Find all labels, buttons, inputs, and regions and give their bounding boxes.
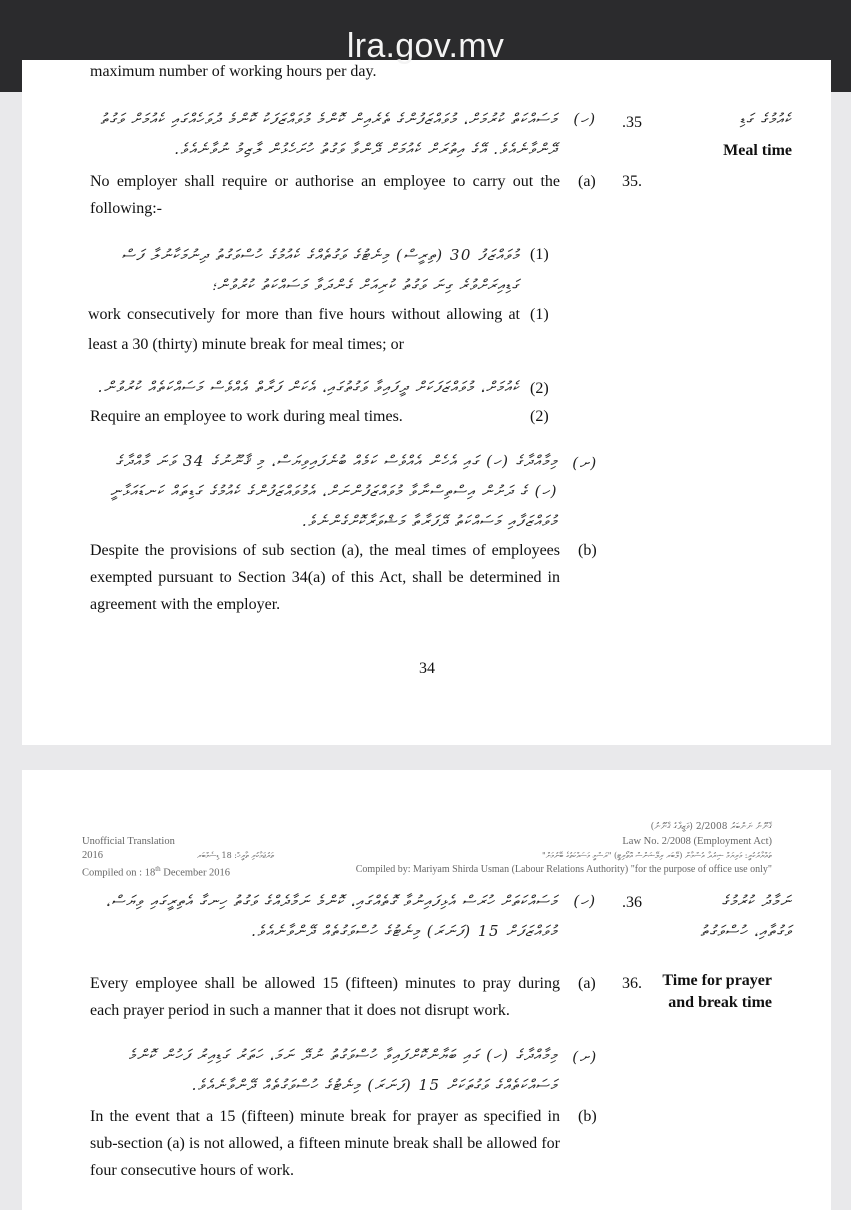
item1-label-dhivehi: (1) [530, 246, 549, 263]
header-compiled-by-dhivehi: ތައްޔާރުކުރީ: މަރިޔަމް ޝިރުދާ އުސްމާން (ލޭބަރ ރިލޭޝަންސް އޮތޯރިޓީ) "ރަސްމީ މަސައްކަތުގެ ބޭނުމަށް" [542, 851, 772, 860]
header-law-title: Law No. 2/2008 (Employment Act) [622, 836, 772, 847]
header-compiled-on: Compiled on : 18th December 2016 [82, 865, 231, 879]
section36-heading-dhivehi-1: ނަމާދު ކުރުމުގެ [721, 892, 792, 910]
header-translation-date-dhivehi: ތަރުޖަމާކުރި ތާރީޚް: 18 ޑިސެމްބަރ [196, 851, 274, 860]
document-page-35 [22, 770, 831, 1210]
section35-number: 35. [622, 173, 642, 190]
section36-number-dhivehi: .36 [622, 894, 642, 911]
browser-url-text[interactable]: lra.gov.mv [346, 26, 505, 65]
section36-clause-a-label-dhivehi: (ހ) [573, 892, 597, 910]
section36-number: 36. [622, 975, 642, 992]
document-page-34 [22, 60, 831, 745]
item1-label: (1) [530, 306, 549, 323]
section36-heading-dhivehi-2: ވަގުތާއި، ހުސްވަގުތު [700, 922, 792, 940]
section35-clause-a-text: No employer shall require or authorise an employee to carry out the following:- [90, 173, 560, 217]
section36-clause-b-dhivehi: މިމާއްދާގެ (ހ) ގައި ބަޔާންކޮށްފައިވާ ހުސްވަގުތު ނުދޭ ނަމަ، ހަތަރު ގަޑިއިރު ފަހުން ކޮންމެ މަސައްކަތެއްގެ ވަގުތަކަށް 15 (ފަނަރަ) މިނެޓުގެ ހުސްވަގުތެއް ދޭންވާނެއެވެ. [128, 1046, 558, 1094]
section36-heading-line2: and break time [668, 994, 772, 1011]
section36-clause-b-label-dhivehi: (ށ) [572, 1048, 598, 1066]
section35-heading-dhivehi: ކެއުމުގެ ގަޑި [739, 110, 792, 128]
section35-clause-b-label: (b) [578, 542, 597, 559]
section36-heading-line1: Time for prayer [662, 972, 772, 989]
section36-clause-a-label: (a) [578, 975, 596, 992]
section35-clause-b-dhivehi: މިމާއްދާގެ (ހ) ގައި އެހެން އެއްވެސް ކަމެއް ބުނެފައިވިޔަސް، މި ޤާނޫނުގެ 34 ވަނަ މާއްދާގެ (ހ) ގެ ދަށުން އިސްތިސްނާވާ މުވައްޒަފުންނަށް، އެމުވައްޒަފުންގެ ކެއުމުގެ ގަޑިތައް ކަނޑައަޅާނީ މުވައްޒަފާއި މަސައްކަތު ދޭފަރާތާ މަޝްވަރާކޮށްގެންނެވެ. [110, 452, 558, 530]
item2-dhivehi: ކެއުމަށް، މުވައްޒަފަކަށް ދީފައިވާ ވަގުތުގައި، އެކަން ފަރާތް އެއްވެސް މަސައްކަތެއް ކުރުވުން. [97, 378, 520, 396]
item2-label-dhivehi: (2) [530, 380, 549, 397]
header-law-dhivehi: ޤާނޫނު ނަންބަރު 2/2008 (ވަޒީފާގެ ޤާނޫނު) [650, 822, 772, 832]
item1-text: work consecutively for more than five hours without allowing at least a 30 (thirty) minute break for meal times; or [88, 306, 520, 353]
section35-clause-b-text: Despite the provisions of sub section (a), the meal times of employees exempted pursuant to Section 34(a) of this Act, shall be determined in agreement with the employer. [90, 542, 560, 613]
header-unofficial-translation: Unofficial Translation [82, 836, 175, 847]
section35-number-dhivehi: .35 [622, 114, 642, 131]
section36-clause-a-text: Every employee shall be allowed 15 (fifteen) minutes to pray during each prayer period in such a manner that it does not disrupt work. [90, 975, 560, 1019]
page-number: 34 [419, 660, 435, 677]
item2-label: (2) [530, 408, 549, 425]
section35-clause-a-label: (a) [578, 173, 596, 190]
item2-text: Require an employee to work during meal times. [90, 408, 403, 425]
section35-clause-a-label-dhivehi: (ހ) [573, 110, 597, 128]
section36-clause-b-label: (b) [578, 1108, 597, 1125]
continued-text: maximum number of working hours per day. [90, 63, 377, 80]
section35-clause-a-dhivehi: މަސައްކަތް ކުރުމަށް، މުވައްޒަފުންގެ ތެރެއިން ކޮންމެ މުވައްޒަފަކު ކޮންމެ ދުވަހެއްގައި ކެއުމަށް ވަގުތު ދޭންވާނެއެވެ. އޭގެ އިތުރަށް ކެއުމަށް ދޭންވާ ވަގުތު ހުށަހެޅުން ލާޒިމު ނުވާނެއެވެ. [100, 110, 558, 158]
section35-heading: Meal time [723, 142, 792, 159]
section35-clause-b-label-dhivehi: (ށ) [572, 454, 598, 472]
section36-clause-a-dhivehi: މަސައްކަތަށް ހުރަސް އެޅިފައިނުވާ ގޮތެއްގައި، ކޮންމެ ނަމާދެއްގެ ވަގުތު ހިނގާ އެތިރީގައި ވިޔަސް، މުވައްޒަފަށް 15 (ފަނަރަ) މިނެޓުގެ ހުސްވަގުތެއް ދޭންވާނެއެވެ. [106, 892, 558, 940]
section36-clause-b-text: In the event that a 15 (fifteen) minute break for prayer as specified in sub-section (a) is not allowed, a fifteen minute break shall be allowed for four consecutive hours of work. [90, 1108, 560, 1179]
item1-dhivehi: މުވައްޒަފު 30 (ތިރީސް) މިނެޓުގެ ވަގުތެއްގެ ކެއުމުގެ ހުސްވަގުތު ދިނުމަކާނުލާ ފަސް ގަޑިއިރަށްވުރެ ގިނަ ވަގުތު ކުރިއަށް ގެންދަވާ މަސައްކަތު ކުރުވުން؛ [121, 246, 520, 294]
header-year: 2016 [82, 850, 103, 861]
header-compiled-by: Compiled by: Mariyam Shirda Usman (Labour Relations Authority) "for the purpose of office use only" [355, 864, 772, 875]
